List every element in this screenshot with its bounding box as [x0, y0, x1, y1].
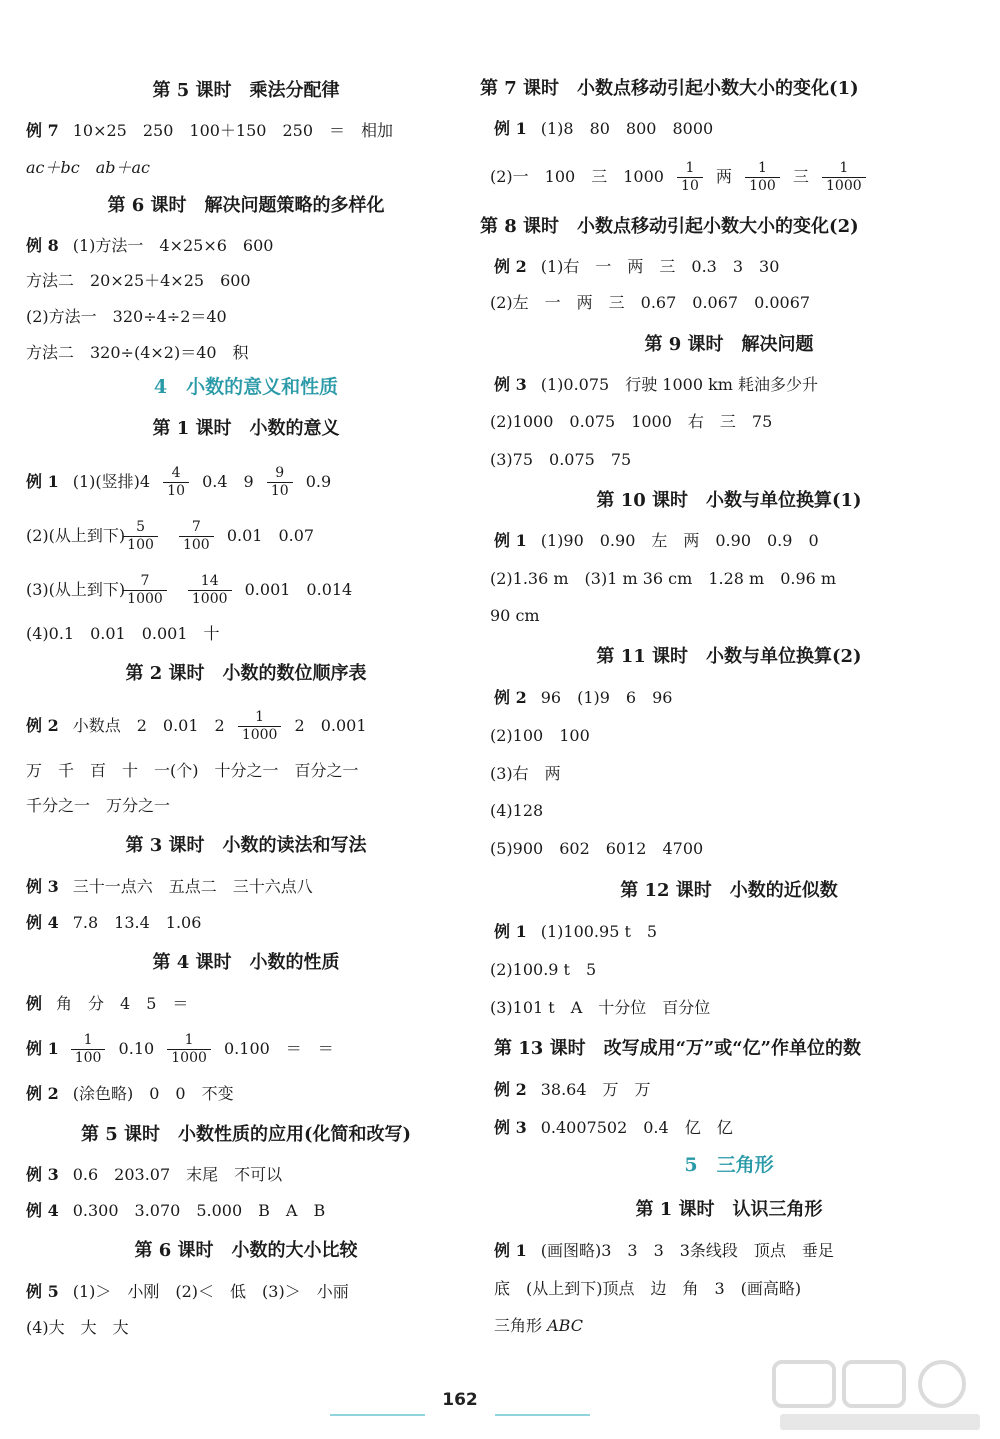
answer-line: (2)1.36 m (3)1 m 36 cm 1.28 m 0.96 m — [490, 569, 837, 588]
fraction: $\frac{14}{1000}$ — [190, 573, 230, 608]
lesson-heading: 第 10 课时 小数与单位换算(1) — [596, 490, 862, 511]
example-label: 例 — [26, 994, 43, 1013]
answer-line: 万 千 百 十 一(个) 十分之一 百分之一 — [26, 761, 359, 780]
answer-line: 三角形 ABC — [494, 1316, 583, 1335]
page-number-ornament — [330, 1412, 590, 1418]
lesson-heading: 第 7 课时 小数点移动引起小数大小的变化(1) — [480, 78, 859, 99]
answer-line: 90 cm — [490, 606, 540, 625]
example-label: 例 4 — [26, 1201, 59, 1220]
answer-line: (2)左 一 两 三 0.67 0.067 0.0067 — [490, 293, 811, 312]
answer-line: (4)大 大 大 — [26, 1318, 129, 1337]
answer-line: 例 3 (1)0.075 行驶 1000 km 耗油多少升 — [494, 375, 819, 394]
answer-line: 例 1 (1)100.95 t 5 — [494, 922, 658, 941]
example-label: 例 2 — [26, 716, 59, 735]
answer-line: 千分之一 万分之一 — [26, 796, 171, 815]
answer-line: (4)0.1 0.01 0.001 十 — [26, 624, 220, 643]
answer-line: 例 1 (1)(竖排)4 $\frac{4}{10}$ 0.4 9 $\frac{9}{10}$ 0.9 — [26, 465, 332, 499]
lesson-heading: 第 5 课时 乘法分配律 — [152, 80, 340, 101]
example-label: 例 2 — [494, 257, 527, 276]
example-label: 例 2 — [26, 1084, 59, 1103]
lesson-heading: 第 6 课时 解决问题策略的多样化 — [107, 195, 385, 216]
answer-line: 例 2 小数点 2 0.01 2 $\frac{1}{1000}$ 2 0.001 — [26, 709, 367, 743]
example-label: 例 1 — [494, 531, 527, 550]
fraction: $\frac{7}{100}$ — [181, 519, 212, 554]
answer-line: 底 (从上到下)顶点 边 角 3 (画高略) — [494, 1279, 802, 1298]
lesson-heading: 第 3 课时 小数的读法和写法 — [125, 835, 367, 856]
lesson-heading: 第 1 课时 认识三角形 — [635, 1199, 823, 1220]
watermark-logo — [770, 1356, 990, 1436]
lesson-heading: 第 5 课时 小数性质的应用(化简和改写) — [80, 1124, 412, 1145]
fraction: $\frac{1}{10}$ — [679, 160, 701, 195]
answer-line: 方法二 20×25＋4×25 600 — [26, 271, 251, 290]
answer-line: (2)(从上到下) $\frac{5}{100}$ $\frac{7}{100}$ 0.01 0.07 — [26, 519, 315, 553]
answer-line: 例 2 (涂色略) 0 0 不变 — [26, 1084, 234, 1103]
example-label: 例 3 — [26, 1165, 59, 1184]
example-label: 例 3 — [494, 1118, 527, 1137]
answer-line: 例 4 0.300 3.070 5.000 B A B — [26, 1201, 326, 1220]
answer-line: (2)方法一 320÷4÷2＝40 — [26, 307, 227, 326]
example-label: 例 1 — [26, 1039, 59, 1058]
answer-line: 例 4 7.8 13.4 1.06 — [26, 913, 202, 932]
answer-line: (2)100 100 — [490, 726, 590, 745]
example-label: 例 8 — [26, 236, 59, 255]
example-label: 例 1 — [494, 119, 527, 138]
example-label: 例 1 — [494, 922, 527, 941]
fraction: $\frac{1}{1000}$ — [240, 709, 280, 744]
example-label: 例 5 — [26, 1282, 59, 1301]
lesson-heading: 第 9 课时 解决问题 — [644, 334, 814, 355]
answer-line: 例 角 分 4 5 ＝ — [26, 994, 189, 1013]
lesson-heading: 第 2 课时 小数的数位顺序表 — [125, 663, 367, 684]
answer-line: 例 3 三十一点六 五点二 三十六点八 — [26, 877, 313, 896]
answer-line: (5)900 602 6012 4700 — [490, 839, 704, 858]
lesson-heading: 第 13 课时 改写成用“万”或“亿”作单位的数 — [494, 1038, 861, 1059]
lesson-heading: 第 4 课时 小数的性质 — [152, 952, 340, 973]
answer-line: (2)一 100 三 1000 $\frac{1}{10}$ 两 $\frac{1}{100}$ 三 $\frac{1}{1000}$ — [490, 160, 874, 195]
example-label: 例 1 — [26, 472, 59, 491]
fraction: $\frac{5}{100}$ — [125, 519, 156, 554]
answer-line: 例 3 0.6 203.07 末尾 不可以 — [26, 1165, 283, 1184]
fraction: $\frac{1}{100}$ — [73, 1032, 104, 1067]
page-number: 162 — [442, 1390, 478, 1410]
answer-line: 方法二 320÷(4×2)＝40 积 — [26, 343, 249, 362]
answer-line: (3)101 t A 十分位 百分位 — [490, 998, 711, 1017]
fraction: $\frac{1}{1000}$ — [824, 160, 864, 195]
answer-line: 例 8 (1)方法一 4×25×6 600 — [26, 236, 274, 255]
answer-line: (3)右 两 — [490, 764, 561, 783]
example-label: 例 2 — [494, 1080, 527, 1099]
answer-line: 例 1 (1)90 0.90 左 两 0.90 0.9 0 — [494, 531, 819, 550]
example-label: 例 4 — [26, 913, 59, 932]
answer-line: (2)100.9 t 5 — [490, 960, 597, 979]
example-label: 例 7 — [26, 121, 59, 140]
answer-line: 例 5 (1)＞ 小刚 (2)＜ 低 (3)＞ 小丽 — [26, 1282, 349, 1301]
answer-line: 例 2 38.64 万 万 — [494, 1080, 651, 1099]
answer-line: (2)1000 0.075 1000 右 三 75 — [490, 412, 773, 431]
answer-line: 例 2 96 (1)9 6 96 — [494, 688, 673, 707]
answer-line: 例 2 (1)右 一 两 三 0.3 3 30 — [494, 257, 780, 276]
lesson-heading: 第 12 课时 小数的近似数 — [620, 880, 838, 901]
example-label: 例 3 — [26, 877, 59, 896]
example-label: 例 1 — [494, 1241, 527, 1260]
answer-line: 例 1 (画图略)3 3 3 3条线段 顶点 垂足 — [494, 1241, 834, 1260]
fraction: $\frac{1}{100}$ — [747, 160, 778, 195]
lesson-heading: 第 6 课时 小数的大小比较 — [134, 1240, 358, 1261]
fraction: $\frac{9}{10}$ — [269, 465, 291, 500]
answer-line: (4)128 — [490, 801, 544, 820]
answer-line: 例 7 10×25 250 100＋150 250 ＝ 相加 — [26, 121, 394, 140]
lesson-heading: 第 11 课时 小数与单位换算(2) — [596, 646, 862, 667]
lesson-heading: 第 8 课时 小数点移动引起小数大小的变化(2) — [480, 216, 859, 237]
answer-line: ac＋bc ab＋ac — [26, 158, 150, 177]
fraction: $\frac{7}{1000}$ — [125, 573, 165, 608]
example-label: 例 2 — [494, 688, 527, 707]
answer-line: 例 1 $\frac{1}{100}$ 0.10 $\frac{1}{1000}$ 0.100 ＝ ＝ — [26, 1032, 334, 1066]
fraction: $\frac{4}{10}$ — [165, 465, 187, 500]
answer-line: (3)75 0.075 75 — [490, 450, 632, 469]
unit-heading: 4 小数的意义和性质 — [153, 376, 339, 398]
unit-heading: 5 三角形 — [684, 1154, 774, 1176]
answer-line: 例 3 0.4007502 0.4 亿 亿 — [494, 1118, 733, 1137]
fraction: $\frac{1}{1000}$ — [169, 1032, 209, 1067]
answer-line: 例 1 (1)8 80 800 8000 — [494, 119, 714, 138]
lesson-heading: 第 1 课时 小数的意义 — [152, 418, 340, 439]
example-label: 例 3 — [494, 375, 527, 394]
answer-line: (3)(从上到下) $\frac{7}{1000}$ $\frac{14}{1000}$ 0.001 0.014 — [26, 573, 353, 607]
